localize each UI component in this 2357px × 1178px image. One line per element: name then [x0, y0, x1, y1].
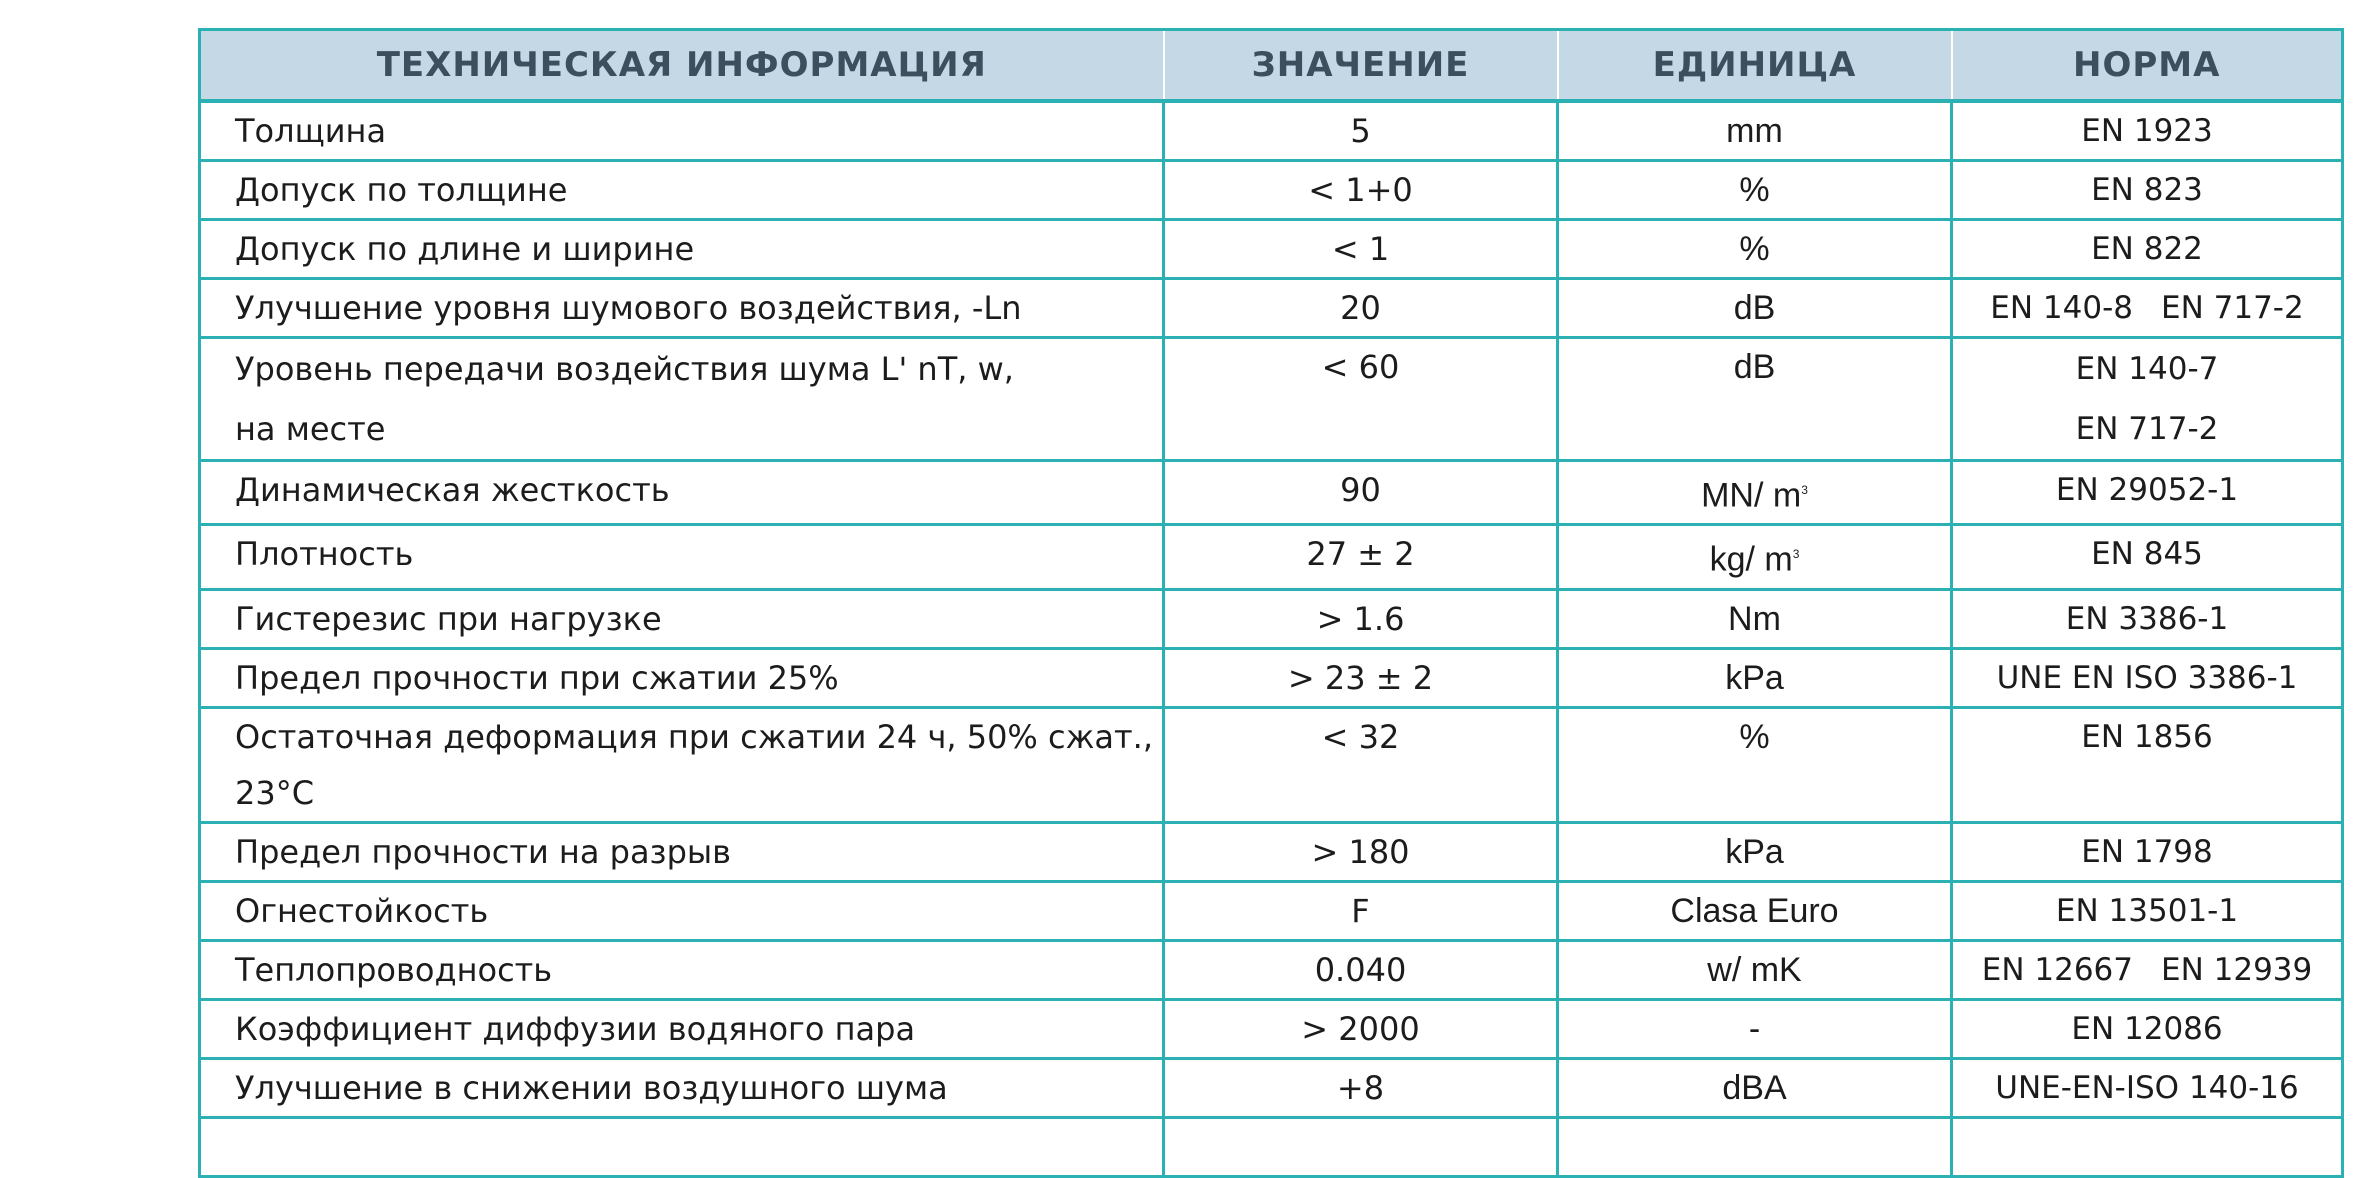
- value-cell: < 1+0: [1164, 161, 1558, 220]
- table-row: [200, 940, 2343, 999]
- norm-cell: EN 823: [1952, 161, 2343, 220]
- norm-line-1: EN 140-7: [2075, 351, 2219, 387]
- empty-cell: [1558, 1117, 1952, 1176]
- header-value: ЗНАЧЕНИЕ: [1164, 30, 1558, 102]
- table-header: [200, 30, 2343, 102]
- unit-cell: kPa: [1558, 648, 1952, 707]
- unit-superscript: 3: [1792, 547, 1800, 562]
- table-row: [200, 999, 2343, 1058]
- value-cell: > 1.6: [1164, 589, 1558, 648]
- norm-text-2: EN 717-2: [2161, 290, 2304, 326]
- norm-text: EN 12667: [1981, 951, 2133, 988]
- param-cell: Допуск по толщине: [200, 161, 1164, 220]
- norm-cell: UNE EN ISO 3386-1: [1952, 648, 2343, 707]
- value-cell: > 23 ± 2: [1164, 648, 1558, 707]
- norm-text-2: EN 12939: [2161, 951, 2313, 988]
- param-cell: Гистерезис при нагрузке: [200, 589, 1164, 648]
- empty-cell: [1164, 1117, 1558, 1176]
- unit-text: kg/ m: [1709, 540, 1793, 579]
- norm-cell: EN 1923: [1952, 101, 2343, 161]
- empty-cell: [1952, 1117, 2343, 1176]
- norm-cell: [1952, 279, 2343, 338]
- table-row: [200, 648, 2343, 707]
- param-cell: Допуск по длине и ширине: [200, 220, 1164, 279]
- norm-cell: EN 1856: [1952, 707, 2343, 822]
- table-row: [200, 279, 2343, 338]
- norm-line-2: EN 717-2: [2075, 411, 2219, 447]
- param-cell: Теплопроводность: [200, 940, 1164, 999]
- header-unit: ЕДИНИЦА: [1558, 30, 1952, 102]
- value-cell: 5: [1164, 101, 1558, 161]
- header-param: ТЕХНИЧЕСКАЯ ИНФОРМАЦИЯ: [200, 30, 1164, 102]
- param-cell: Предел прочности на разрыв: [200, 822, 1164, 881]
- table-row: [200, 338, 2343, 461]
- unit-cell: %: [1558, 707, 1952, 822]
- norm-text: EN 140-8: [1990, 290, 2133, 326]
- table-row: [200, 461, 2343, 525]
- norm-cell: EN 822: [1952, 220, 2343, 279]
- unit-superscript: 3: [1801, 483, 1808, 497]
- param-line-2: на месте: [235, 410, 386, 448]
- unit-cell: dB: [1558, 338, 1952, 461]
- param-cell: Предел прочности при сжатии 25%: [200, 648, 1164, 707]
- table-row: [200, 1058, 2343, 1117]
- value-cell: > 2000: [1164, 999, 1558, 1058]
- param-cell: Динамическая жесткость: [200, 461, 1164, 525]
- table-body: [200, 101, 2343, 1176]
- value-cell: F: [1164, 881, 1558, 940]
- unit-text: MN/ m: [1701, 476, 1802, 515]
- param-cell: Толщина: [200, 101, 1164, 161]
- table-row: [200, 822, 2343, 881]
- unit-cell: mm: [1558, 101, 1952, 161]
- unit-cell: dB: [1558, 279, 1952, 338]
- param-cell: Улучшение в снижении воздушного шума: [200, 1058, 1164, 1117]
- value-cell: +8: [1164, 1058, 1558, 1117]
- unit-cell: %: [1558, 220, 1952, 279]
- table-row: [200, 881, 2343, 940]
- table-row: [200, 161, 2343, 220]
- param-cell: [200, 338, 1164, 461]
- table-row: [200, 220, 2343, 279]
- param-cell: Огнестойкость: [200, 881, 1164, 940]
- norm-cell: [1952, 940, 2343, 999]
- norm-cell: EN 13501-1: [1952, 881, 2343, 940]
- value-cell: 27 ± 2: [1164, 525, 1558, 589]
- param-line-1: Уровень передачи воздействия шума L' nT, w,: [235, 350, 1014, 388]
- norm-cell: [1952, 338, 2343, 461]
- value-cell: 90: [1164, 461, 1558, 525]
- unit-cell: [1558, 461, 1952, 525]
- param-cell: Плотность: [200, 525, 1164, 589]
- table-row: [200, 101, 2343, 161]
- param-cell: Коэффициент диффузии водяного пара: [200, 999, 1164, 1058]
- table-row: [200, 589, 2343, 648]
- value-cell: 0.040: [1164, 940, 1558, 999]
- unit-cell: Clasa Euro: [1558, 881, 1952, 940]
- header-norm: НОРМА: [1952, 30, 2343, 102]
- norm-cell: UNE-EN-ISO 140-16: [1952, 1058, 2343, 1117]
- norm-cell: EN 845: [1952, 525, 2343, 589]
- value-cell: > 180: [1164, 822, 1558, 881]
- value-cell: 20: [1164, 279, 1558, 338]
- value-cell: < 1: [1164, 220, 1558, 279]
- table-row: [200, 707, 2343, 822]
- table-row-empty: [200, 1117, 2343, 1176]
- norm-cell: EN 12086: [1952, 999, 2343, 1058]
- norm-cell: EN 29052-1: [1952, 461, 2343, 525]
- technical-info-table: [198, 28, 2344, 1178]
- norm-cell: EN 1798: [1952, 822, 2343, 881]
- empty-cell: [200, 1117, 1164, 1176]
- norm-cell: EN 3386-1: [1952, 589, 2343, 648]
- unit-cell: Nm: [1558, 589, 1952, 648]
- unit-cell: [1558, 525, 1952, 589]
- param-cell: Улучшение уровня шумового воздействия, -Ln: [200, 279, 1164, 338]
- table-row: [200, 525, 2343, 589]
- value-cell: < 32: [1164, 707, 1558, 822]
- unit-cell: -: [1558, 999, 1952, 1058]
- param-cell: Остаточная деформация при сжатии 24 ч, 50% сжат., 23°C: [200, 707, 1164, 822]
- value-cell: < 60: [1164, 338, 1558, 461]
- unit-cell: kPa: [1558, 822, 1952, 881]
- unit-cell: dBA: [1558, 1058, 1952, 1117]
- unit-cell: w/ mK: [1558, 940, 1952, 999]
- unit-cell: %: [1558, 161, 1952, 220]
